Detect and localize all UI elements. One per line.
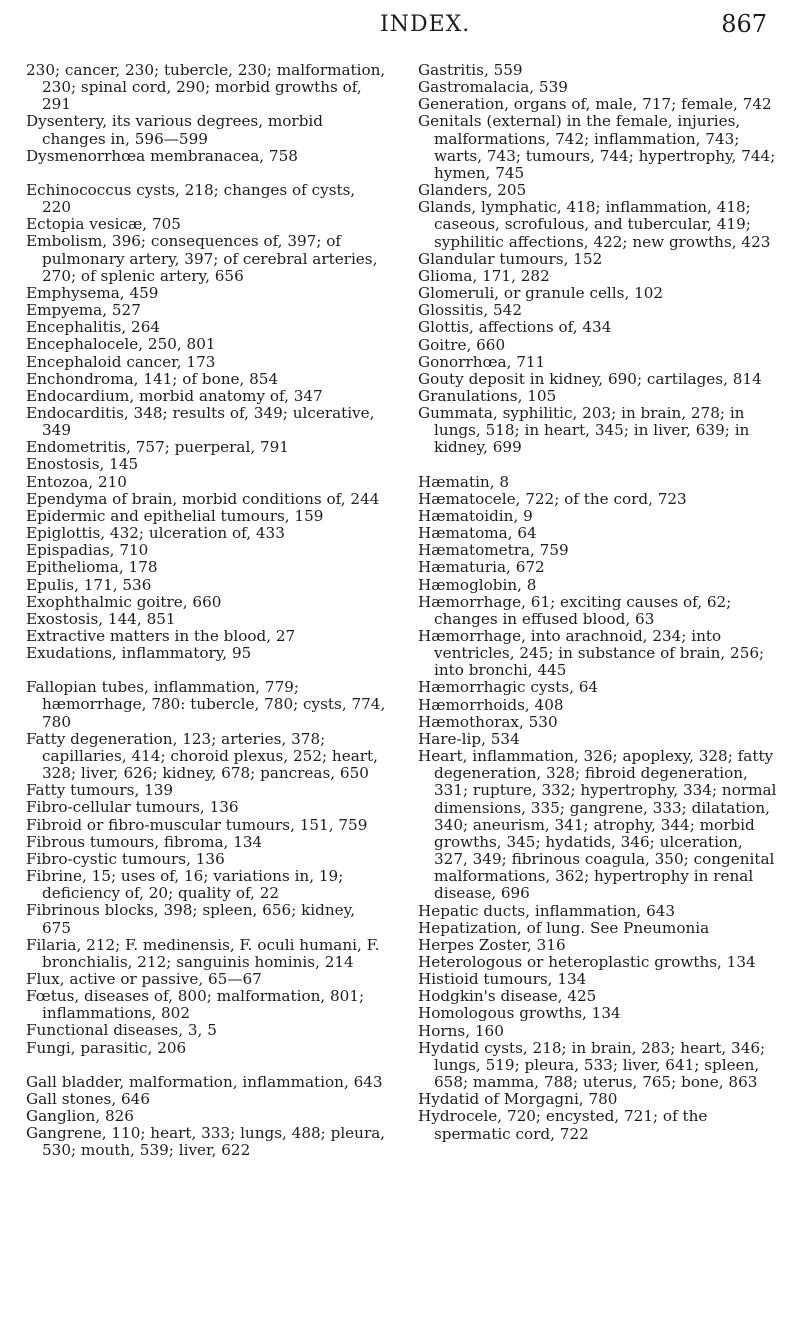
letter-section-gap — [26, 165, 386, 182]
index-entry: Ganglion, 826 — [26, 1107, 134, 1126]
index-entry: Glioma, 171, 282 — [418, 266, 550, 285]
index-entry: Goitre, 660 — [418, 335, 506, 354]
index-entry: Emphysema, 459 — [26, 283, 159, 302]
index-entry: Exudations, inflammatory, 95 — [26, 644, 252, 663]
index-entry: Genitals (external) in the female, injuries, malformations, 742; inflammation, 743; warts, 743; tumours, 744; hypertrophy, 744; hymen, 745 — [418, 112, 776, 182]
index-entry: Hæmaturia, 672 — [418, 558, 545, 577]
index-entry: Entozoa, 210 — [26, 472, 127, 491]
index-entry: 230; cancer, 230; tubercle, 230; malformation, 230; spinal cord, 290; morbid growths of, 291 — [26, 61, 386, 114]
index-entry: Hæmatoma, 64 — [418, 524, 537, 543]
letter-section-gap — [26, 662, 386, 679]
index-entry: Hæmoglobin, 8 — [418, 575, 537, 594]
index-entry: Gummata, syphilitic, 203; in brain, 278; in lungs, 518; in heart, 345; in liver, 639; in kidney, 699 — [418, 404, 750, 457]
letter-section-gap — [418, 457, 780, 474]
index-entry: Gall bladder, malformation, inflammation, 643 — [26, 1072, 383, 1091]
index-entry: Hæmorrhagic cysts, 64 — [418, 678, 599, 697]
index-entry: Heart, inflammation, 326; apoplexy, 328; fatty degeneration, 328; fibroid degeneration, 331; rupture, 332; hypertrophy, 334; normal dimensions, 335; gangrene, 333; dilatation, 340; aneurism, 341; atrophy, 344; morbid growths, 345; hydatids, 346; ulceration, 327, 349; fibrinous coagula, 350; congenital malformations, 362; hypertrophy in renal disease, 696 — [418, 747, 777, 903]
index-entry: Hæmatin, 8 — [418, 472, 510, 491]
index-entry: Glandular tumours, 152 — [418, 249, 603, 268]
index-entry: Hæmorrhage, 61; exciting causes of, 62; changes in effused blood, 63 — [418, 592, 732, 628]
index-entry: Fibroid or fibro-muscular tumours, 151, 759 — [26, 815, 368, 834]
index-entry: Epithelioma, 178 — [26, 558, 158, 577]
index-entry: Hydatid cysts, 218; in brain, 283; heart, 346; lungs, 519; pleura, 533; liver, 641; spleen, 658; mamma, 788; uterus, 765; bone, 863 — [418, 1038, 766, 1092]
index-entry: Fibrine, 15; uses of, 16; variations in, 19; deficiency of, 20; quality of, 22 — [26, 867, 344, 903]
index-entry: Encephalocele, 250, 801 — [26, 335, 216, 354]
index-entry: Generation, organs of, male, 717; female, 742 — [418, 95, 772, 114]
index-entry: Hydatid of Morgagni, 780 — [418, 1090, 618, 1109]
index-entry: Herpes Zoster, 316 — [418, 935, 566, 954]
index-entry: Glanders, 205 — [418, 181, 527, 200]
index-entry: Empyema, 527 — [26, 301, 141, 320]
index-entry: Glomeruli, or granule cells, 102 — [418, 284, 664, 303]
index-entry: Epispadias, 710 — [26, 541, 149, 560]
index-entry: Echinococcus cysts, 218; changes of cysts, 220 — [26, 180, 356, 217]
index-entry: Fibrinous blocks, 398; spleen, 656; kidney, 675 — [26, 901, 356, 937]
index-entry: Homologous growths, 134 — [418, 1004, 621, 1023]
index-entry: Ectopia vesicæ, 705 — [26, 215, 181, 234]
index-entry: Fibrous tumours, fibroma, 134 — [26, 832, 263, 851]
index-entry: Hæmorrhoids, 408 — [418, 695, 564, 714]
index-entry: Glottis, affections of, 434 — [418, 318, 612, 337]
index-entry: Flux, active or passive, 65—67 — [26, 969, 262, 988]
index-entry: Hæmothorax, 530 — [418, 712, 558, 731]
index-column-left — [26, 62, 386, 1160]
index-entry: Horns, 160 — [418, 1021, 504, 1040]
index-entry: Exostosis, 144, 851 — [26, 609, 176, 628]
index-entry: Exophthalmic goitre, 660 — [26, 592, 222, 611]
index-entry: Embolism, 396; consequences of, 397; of pulmonary artery, 397; of cerebral arteries, 270; of splenic artery, 656 — [26, 232, 378, 285]
index-entry: Fallopian tubes, inflammation, 779; hæmorrhage, 780: tubercle, 780; cysts, 774, 780 — [26, 678, 386, 731]
index-entry: Gangrene, 110; heart, 333; lungs, 488; pleura, 530; mouth, 539; liver, 622 — [26, 1124, 386, 1160]
index-entry: Functional diseases, 3, 5 — [26, 1021, 217, 1040]
index-entry: Filaria, 212; F. medinensis, F. oculi humani, F. bronchialis, 212; sanguinis hominis, 214 — [26, 935, 380, 971]
index-entry: Fatty degeneration, 123; arteries, 378; capillaries, 414; choroid plexus, 252; heart, 328; liver, 626; kidney, 678; pancreas, 650 — [26, 729, 378, 783]
index-entry: Endocarditis, 348; results of, 349; ulcerative, 349 — [26, 403, 375, 440]
index-entry: Dysentery, its various degrees, morbid changes in, 596—599 — [26, 112, 323, 148]
index-entry: Heterologous or heteroplastic growths, 134 — [418, 952, 756, 971]
index-entry: Epiglottis, 432; ulceration of, 433 — [26, 524, 285, 543]
index-entry: Fungi, parasitic, 206 — [26, 1038, 187, 1057]
index-entry: Hæmorrhage, into arachnoid, 234; into ventricles, 245; in substance of brain, 256; into bronchi, 445 — [418, 627, 765, 680]
page-number: 867 — [721, 10, 767, 38]
index-entry: Epulis, 171, 536 — [26, 575, 152, 594]
running-title: INDEX. — [380, 12, 471, 37]
index-entry: Hepatic ducts, inflammation, 643 — [418, 901, 676, 920]
index-entry: Hare-lip, 534 — [418, 729, 520, 748]
index-entry: Enostosis, 145 — [26, 455, 139, 474]
page-header — [0, 8, 801, 48]
index-entry: Encephaloid cancer, 173 — [26, 352, 216, 371]
index-entry: Hæmatocele, 722; of the cord, 723 — [418, 489, 687, 508]
index-entry: Glossitis, 542 — [418, 301, 522, 320]
index-entry: Hodgkin's disease, 425 — [418, 987, 597, 1006]
index-entry: Gall stones, 646 — [26, 1089, 150, 1108]
index-entry: Fœtus, diseases of, 800; malformation, 801; inflammations, 802 — [26, 987, 365, 1023]
index-entry: Histioid tumours, 134 — [418, 970, 587, 989]
index-entry: Endometritis, 757; puerperal, 791 — [26, 438, 289, 457]
index-entry: Fibro-cystic tumours, 136 — [26, 849, 225, 868]
index-entry: Hepatization, of lung. See Pneumonia — [418, 918, 710, 937]
index-entry: Hæmatometra, 759 — [418, 541, 569, 560]
index-entry: Fatty tumours, 139 — [26, 781, 174, 800]
index-entry: Fibro-cellular tumours, 136 — [26, 798, 239, 817]
index-entry: Gouty deposit in kidney, 690; cartilages, 814 — [418, 369, 762, 388]
index-entry: Dysmenorrhœa membranacea, 758 — [26, 146, 298, 165]
index-entry: Gastritis, 559 — [418, 61, 523, 79]
index-entry: Epidermic and epithelial tumours, 159 — [26, 506, 324, 525]
index-entry: Gastromalacia, 539 — [418, 78, 568, 97]
letter-section-gap — [26, 1057, 386, 1074]
index-entry: Enchondroma, 141; of bone, 854 — [26, 369, 279, 388]
index-entry: Hæmatoidin, 9 — [418, 506, 533, 525]
index-entry: Hydrocele, 720; encysted, 721; of the spermatic cord, 722 — [418, 1107, 708, 1143]
index-entry: Endocardium, morbid anatomy of, 347 — [26, 386, 323, 405]
index-entry: Encephalitis, 264 — [26, 318, 161, 337]
index-column-right — [418, 62, 780, 1143]
index-entry: Granulations, 105 — [418, 386, 557, 405]
index-entry: Extractive matters in the blood, 27 — [26, 627, 296, 645]
index-entry: Glands, lymphatic, 418; inflammation, 418; caseous, scrofulous, and tubercular, 419; syphilitic affections, 422; new growths, 423 — [418, 198, 771, 251]
index-entry: Ependyma of brain, morbid conditions of, 244 — [26, 489, 380, 508]
index-entry: Gonorrhœa, 711 — [418, 352, 546, 371]
